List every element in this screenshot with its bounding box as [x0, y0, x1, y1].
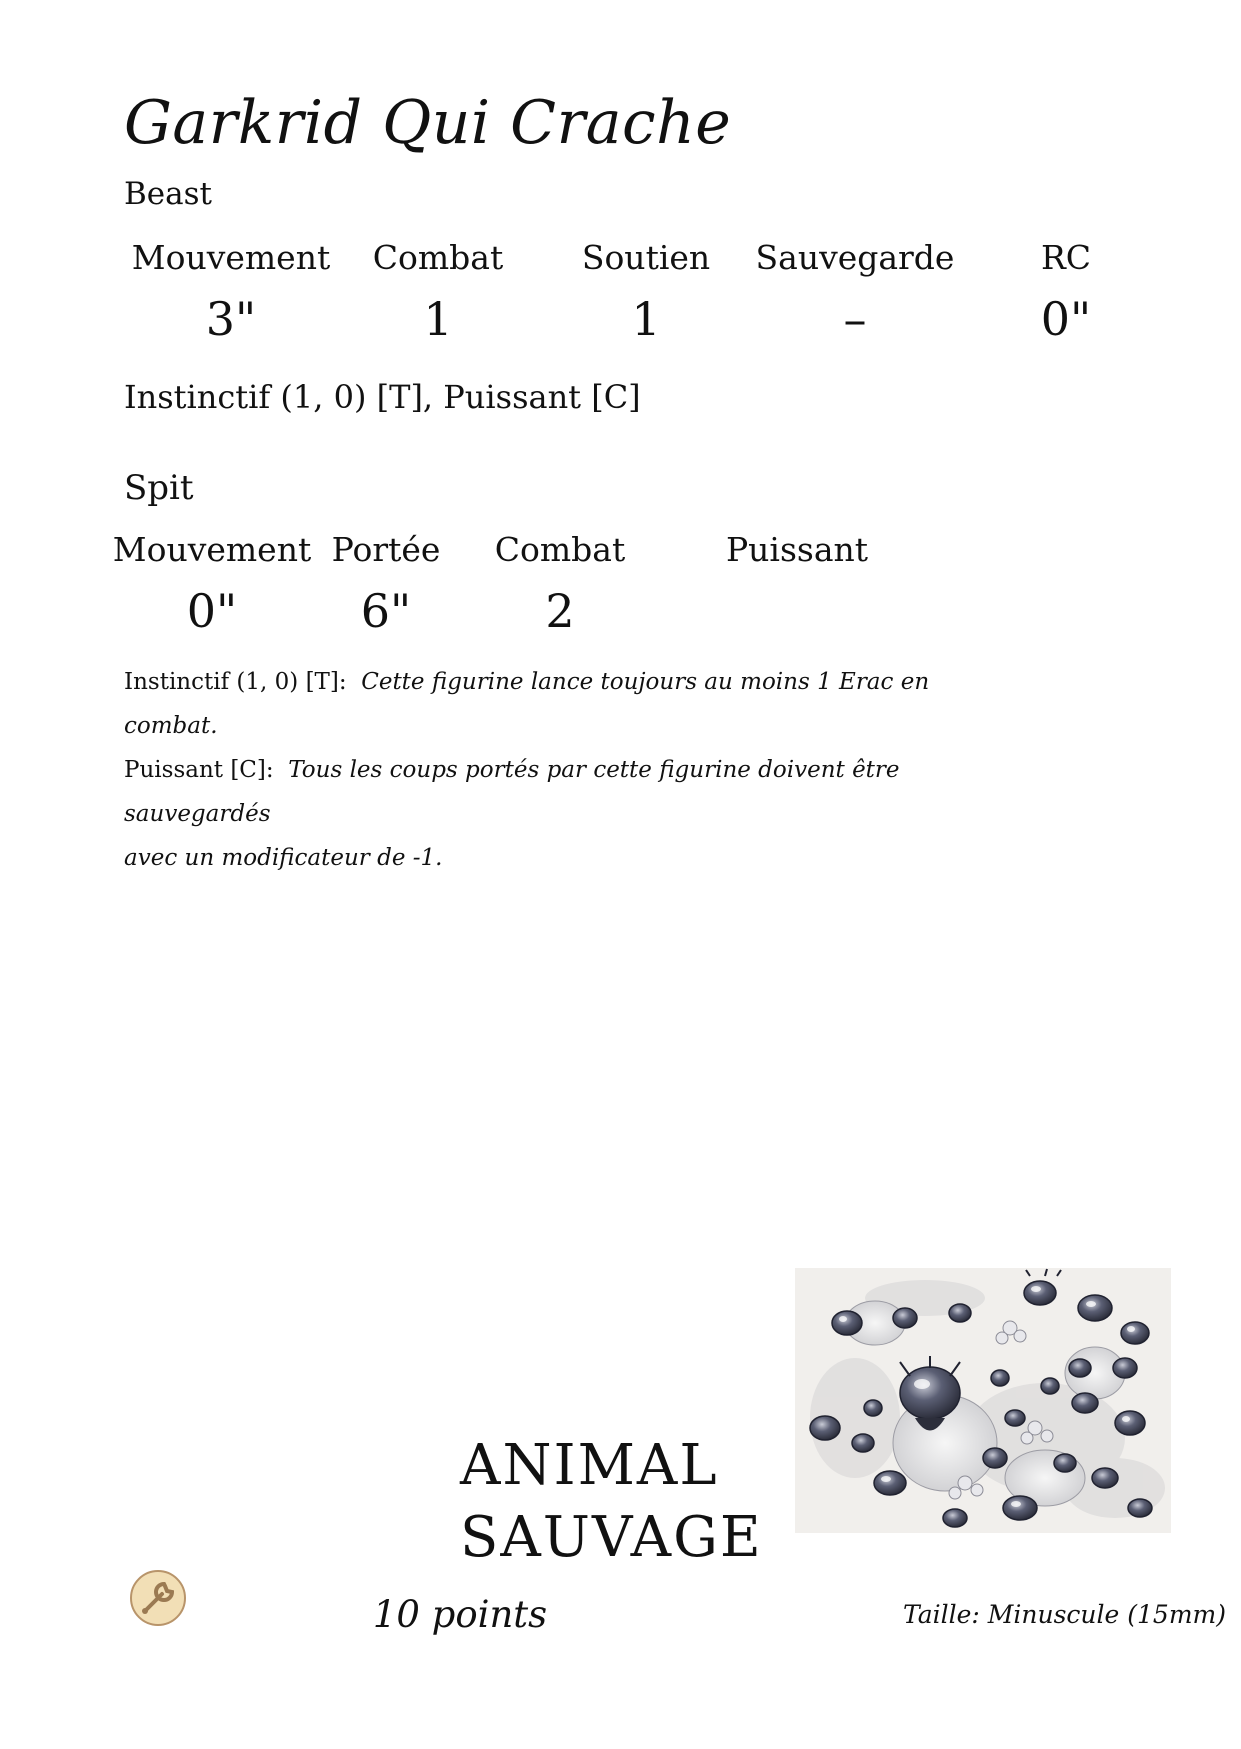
- model-size: Taille: Minuscule (15mm): [903, 1600, 1226, 1629]
- stat-label-rc: RC: [1040, 238, 1092, 277]
- rule-name: Puissant [C]:: [124, 757, 274, 783]
- weapon-value-movement: 0": [186, 584, 238, 638]
- weapon-name: Spit: [124, 468, 194, 508]
- rule-description-row: [124, 660, 1024, 748]
- rule-name: Instinctif (1, 0) [T]:: [124, 669, 347, 695]
- stat-value-combat: 1: [423, 292, 453, 346]
- rule-descriptions: [124, 660, 1024, 880]
- rule-text: Tous les coups portés par cette figurine doivent être sauvegardés: [124, 757, 900, 827]
- weapon-label-combat: Combat: [494, 530, 626, 569]
- stat-value-support: 1: [631, 292, 661, 346]
- weapon-value-range: 6": [360, 584, 412, 638]
- weapon-label-movement: Mouvement: [112, 530, 312, 569]
- stat-value-movement: 3": [205, 292, 257, 346]
- rule-text: avec un modificateur de -1.: [124, 845, 443, 871]
- stat-label-save: Sauvegarde: [755, 238, 955, 277]
- special-rules-line: Instinctif (1, 0) [T], Puissant [C]: [124, 378, 641, 416]
- stat-label-movement: Mouvement: [131, 238, 331, 277]
- weapon-label-range: Portée: [331, 530, 441, 569]
- stat-label-combat: Combat: [372, 238, 504, 277]
- stat-value-save: –: [843, 292, 867, 346]
- card-title: Garkrid Qui Crache: [124, 88, 732, 158]
- weapon-value-combat: 2: [545, 584, 575, 638]
- creature-illustration: [795, 1268, 1171, 1533]
- rule-text: Cette figurine lance toujours au moins 1 Erac en combat.: [124, 669, 930, 739]
- rule-description-row: [124, 748, 1024, 836]
- stat-label-support: Soutien: [581, 238, 711, 277]
- weapon-label-powerful: Puissant: [725, 530, 869, 569]
- card-type: Beast: [124, 176, 212, 212]
- points-cost: 10 points: [372, 1593, 548, 1636]
- stat-value-rc: 0": [1040, 292, 1092, 346]
- rule-description-row: [124, 836, 1024, 880]
- wrench-badge-icon: [128, 1568, 188, 1628]
